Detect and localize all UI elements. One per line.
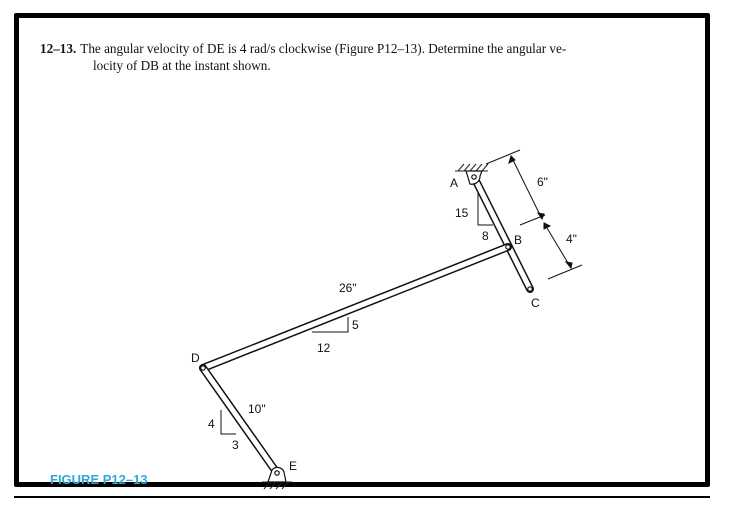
label-point-d: D <box>191 351 200 365</box>
label-point-a: A <box>450 176 459 190</box>
problem-text-line1: The angular velocity of DE is 4 rad/s clockwise (Figure P12–13). Determine the angular ve- <box>80 41 567 56</box>
label-db-rise: 5 <box>352 318 359 332</box>
label-de-length: 10" <box>248 402 266 416</box>
label-point-c: C <box>531 296 540 310</box>
problem-text-line2: locity of DB at the instant shown. <box>93 58 271 73</box>
label-de-run: 3 <box>232 438 239 452</box>
label-ab-length: 6" <box>537 175 548 189</box>
label-bc-length: 4" <box>566 232 577 246</box>
link-db <box>203 247 508 368</box>
label-point-b: B <box>514 233 523 247</box>
pin-c <box>528 287 532 291</box>
bottom-rule <box>14 496 710 498</box>
ground-support-a <box>455 164 488 171</box>
dimension-ab-bc <box>486 150 582 279</box>
label-db-length: 26" <box>339 281 357 295</box>
label-point-e: E <box>289 459 298 473</box>
pin-d <box>201 366 205 370</box>
figure-caption: FIGURE P12–13 <box>50 472 148 487</box>
label-db-run: 12 <box>317 341 331 355</box>
ground-support-e <box>262 482 292 489</box>
label-ab-rise: 15 <box>455 206 469 220</box>
label-de-rise: 4 <box>208 417 215 431</box>
label-ab-run: 8 <box>482 229 489 243</box>
pin-b <box>506 245 510 249</box>
problem-number: 12–13. <box>40 41 77 56</box>
